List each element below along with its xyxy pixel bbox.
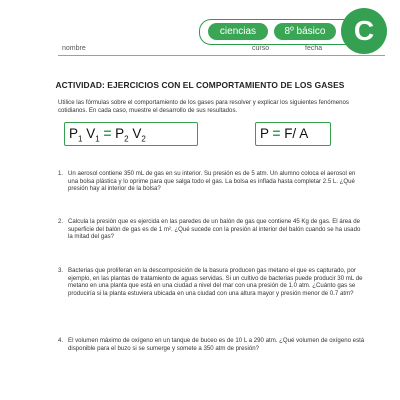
formula-equals: =	[103, 126, 112, 141]
question-text: El volumen máximo de oxígeno en un tanque de buceo es de 10 L a 290 atm. ¿Qué volumen de oxígeno está disponible para el buzo si se sumerge y somete a 350 atm de presión?	[68, 337, 365, 352]
name-field-label: nombre	[62, 45, 86, 52]
formula-p2-sub: 2	[124, 134, 129, 144]
instructions-text: Utilice las fórmulas sobre el comportamiento de los gases para resolver y explicar los siguientes fenómenos cotidianos. En cada caso, muestre el desarrollo de sus resultados.	[58, 99, 349, 114]
pressure-formula	[255, 122, 331, 146]
formula-p1: P	[69, 126, 79, 141]
question-text: Un aerosol contiene 350 mL de gas en su interior. Su presión es de 5 atm. Un alumno coloca el aerosol en una bolsa plástica y lo oprime para que salga todo el gas. La bolsa es inflada hasta completar 2.5 L. ¿Qué presión hay al interior de la bolsa?	[68, 170, 356, 193]
question-text: Bacterias que proliferan en la descomposición de la basura producen gas metano el que es capturado, por ejemplo, en las plantas de tratamiento de aguas servidas. Si un cultivo de bacterias puede producir 30 mL de metano en una planta que está en una ciudad a nivel del mar con una presión de 1.0 atm. ¿Cuánto gas se produciría si la planta estuviera ubicada en una ciudad con una altura mayor y presión menor de 0.7 atm?	[68, 267, 363, 297]
question-number: 1.	[58, 170, 64, 177]
subject-letter-logo: C	[341, 8, 387, 54]
formula-pressure-equals: =	[272, 126, 281, 141]
formula-v1: V	[86, 126, 96, 141]
question-number: 4.	[58, 337, 64, 344]
activity-title: ACTIVIDAD: EJERCICIOS CON EL COMPORTAMIENTO DE LOS GASES	[55, 80, 345, 90]
course-field-label: curso	[252, 45, 270, 52]
question-text: Calcula la presión que es ejercida en las paredes de un balón de gas que contiene 45 Kg de gas. El área de superficie del balón de gas es de 1 m². ¿Qué sucede con la presión al interior del balón cuando se ha usado la mitad del gas?	[68, 218, 361, 241]
grade-level-label: 8º básico	[274, 23, 336, 40]
info-fields-line	[58, 55, 385, 56]
formula-p2: P	[115, 126, 125, 141]
subject-label: ciencias	[208, 23, 268, 40]
date-field-label: fecha	[305, 45, 323, 52]
formula-force-area: F/ A	[284, 126, 309, 141]
question-number: 3.	[58, 267, 64, 274]
question-number: 2.	[58, 218, 64, 225]
formula-v2-sub: 2	[141, 134, 146, 144]
formula-pressure-p: P	[260, 126, 269, 141]
formula-v1-sub: 1	[95, 134, 100, 144]
boyle-law-formula	[64, 122, 198, 146]
formula-v2: V	[132, 126, 142, 141]
formula-p1-sub: 1	[78, 134, 83, 144]
